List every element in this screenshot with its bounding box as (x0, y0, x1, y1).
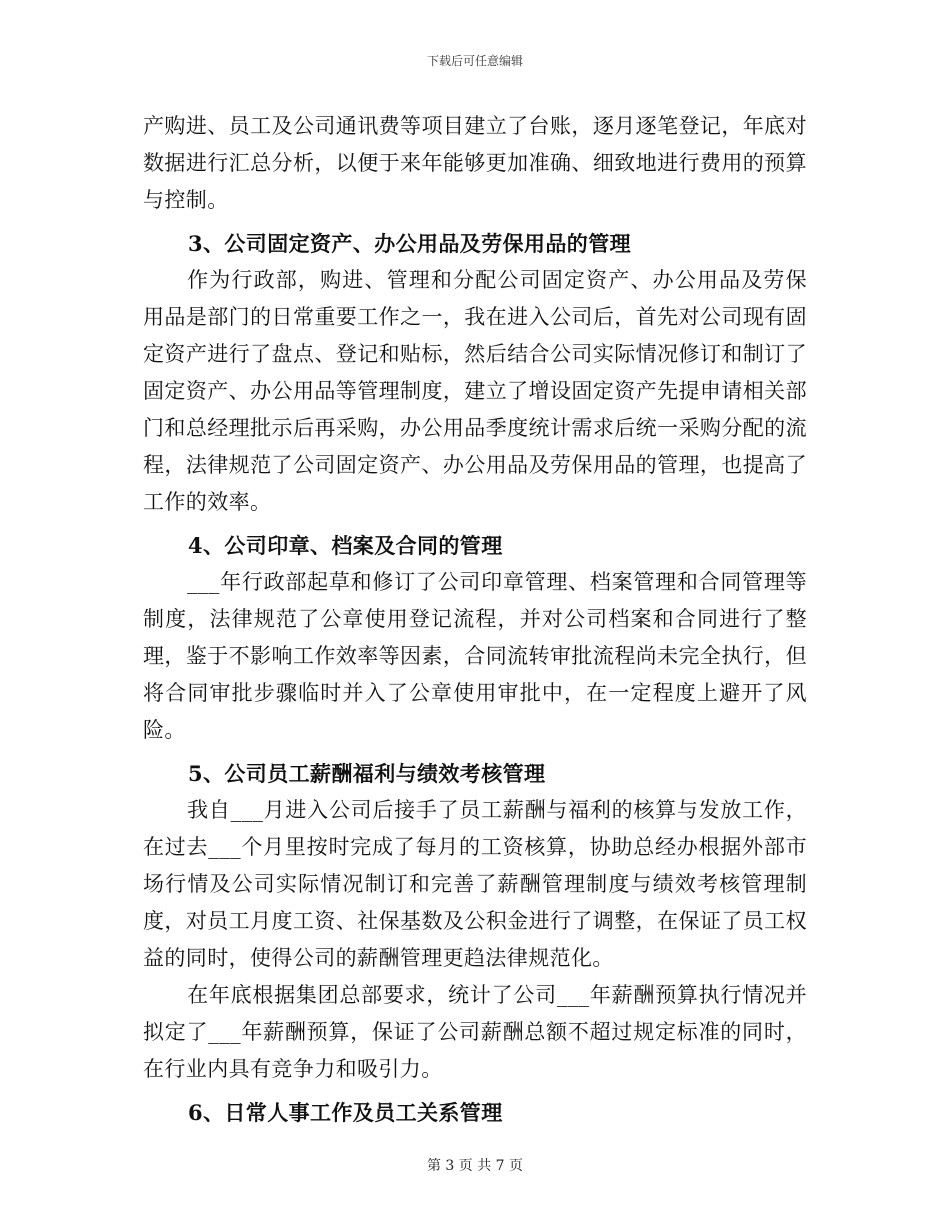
paragraph-budget: 在年底根据集团总部要求，统计了公司___年薪酬预算执行情况并拟定了___年薪酬预算，保证了公司薪酬总额不超过规定标准的同时，在行业内具有竞争力和吸引力。 (143, 983, 807, 1081)
paragraph-fixed-assets: 作为行政部，购进、管理和分配公司固定资产、办公用品及劳保用品是部门的日常重要工作之一，我在进入公司后，首先对公司现有固定资产进行了盘点、登记和贴标，然后结合公司实际情况修订和制订了固定资产、办公用品等管理制度，建立了增设固定资产先提申请相关部门和总经理批示后再采购，办公用品季度统计需求后统一采购分配的流程，法律规范了公司固定资产、办公用品及劳保用品的管理，也提高了工作的效率。 (143, 268, 807, 514)
section-heading-6: 6、日常人事工作及员工关系管理 (188, 1100, 503, 1125)
section-heading-3: 3、公司固定资产、办公用品及劳保用品的管理 (188, 231, 632, 256)
paragraph-seals-archives: ___年行政部起草和修订了公司印章管理、档案管理和合同管理等制度，法律规范了公章使用登记流程，并对公司档案和合同进行了整理，鉴于不影响工作效率等因素，合同流转审批流程尚未完全执行，但将合同审批步骤临时并入了公章使用审批中，在一定程度上避开了风险。 (143, 570, 807, 742)
page-footer: 第 3 页 共 7 页 (426, 1158, 524, 1174)
document-body (143, 108, 807, 1131)
page-header: 下载后可任意编辑 (426, 54, 523, 68)
section-heading-4: 4、公司印章、档案及合同的管理 (188, 533, 503, 558)
section-heading-5: 5、公司员工薪酬福利与绩效考核管理 (188, 761, 546, 786)
paragraph-salary: 我自___月进入公司后接手了员工薪酬与福利的核算与发放工作，在过去___个月里按时完成了每月的工资核算，协助总经办根据外部市场行情及公司实际情况制订和完善了薪酬管理制度与绩效考核管理制度，对员工月度工资、社保基数及公积金进行了调整，在保证了员工权益的同时，使得公司的薪酬管理更趋法律规范化。 (143, 798, 807, 970)
paragraph-continued: 产购进、员工及公司通讯费等项目建立了台账，逐月逐笔登记，年底对数据进行汇总分析，以便于来年能够更加准确、细致地进行费用的预算与控制。 (143, 114, 807, 212)
